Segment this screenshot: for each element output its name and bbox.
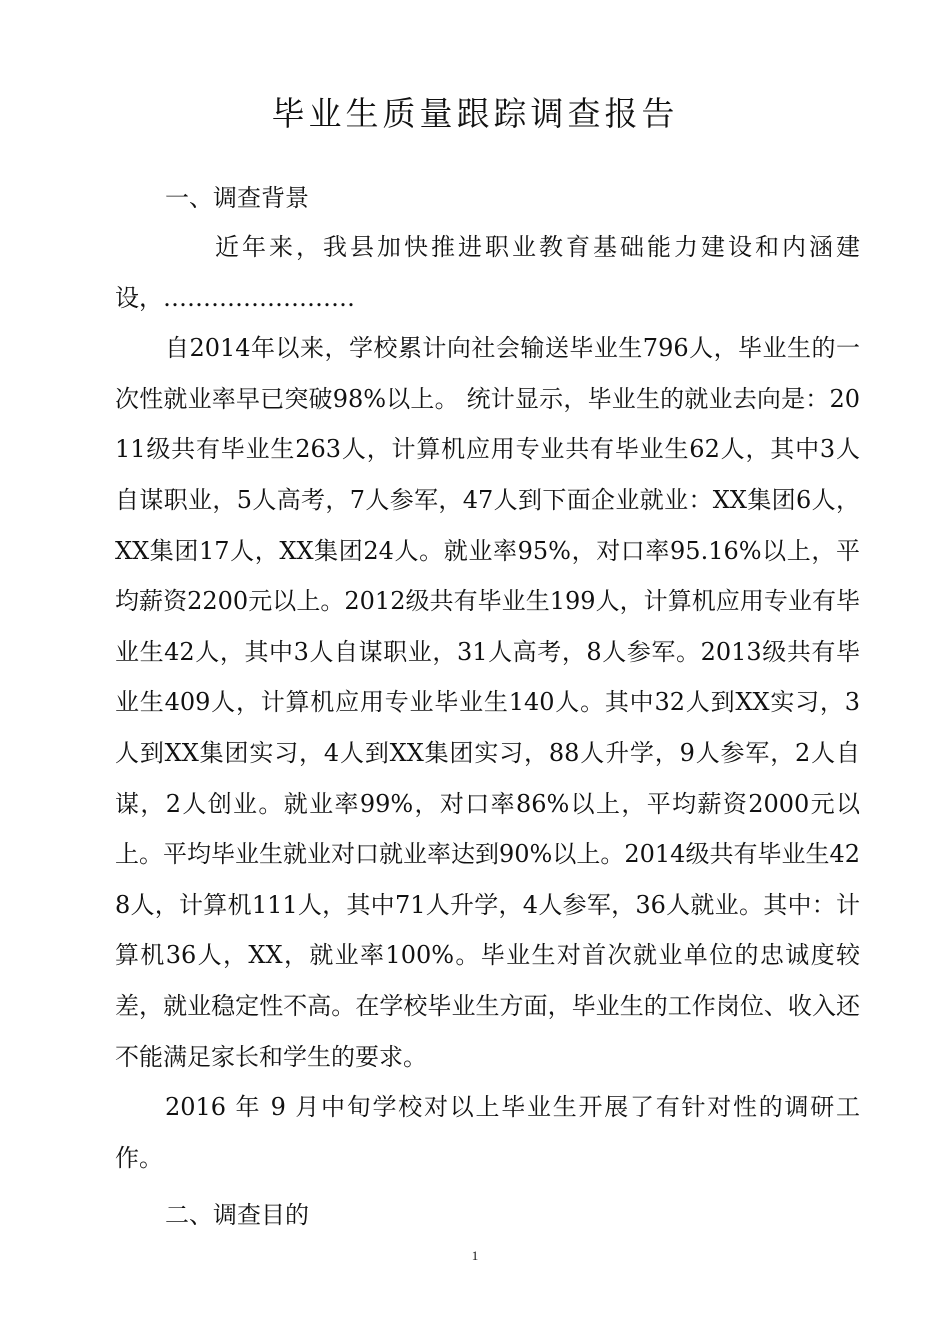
paragraph-statistics: 自2014年以来，学校累计向社会输送毕业生796人，毕业生的一次性就业率早已突破98%以上。 统计显示，毕业生的就业去向是：2011级共有毕业生263人，计算机应用专业共有毕业生62人，其中3人自谋职业，5人高考，7人参军，47人到下面企业就业：XX集团6人，XX集团17人，XX集团24人。就业率95%，对口率95.16%以上，平均薪资2200元以上。2012级共有毕业生199人，计算机应用专业有毕业生42人，其中3人自谋职业，31人高考，8人参军。2013级共有毕业生409人，计算机应用专业毕业生140人。其中32人到XX实习，3人到XX集团实习，4人到XX集团实习，88人升学，9人参军，2人自谋，2人创业。就业率99%，对口率86%以上，平均薪资2000元以上。平均毕业生就业对口就业率达到90%以上。2014级共有毕业生428人，计算机111人，其中71人升学，4人参军，36人就业。其中：计算机36人，XX，就业率100%。毕业生对首次就业单位的忠诚度较差，就业稳定性不高。在学校毕业生方面，毕业生的工作岗位、收入还不能满足家长和学生的要求。 xyxy=(115,334,860,1071)
document-title: 毕业生质量跟踪调查报告 xyxy=(271,94,679,133)
page-number: 1 xyxy=(471,1248,479,1263)
paragraph-survey-date: 2016 年 9 月中旬学校对以上毕业生开展了有针对性的调研工作。 xyxy=(115,1093,860,1172)
document-body xyxy=(115,174,860,1239)
section-heading-purpose: 二、调查目的 xyxy=(165,1201,309,1230)
paragraph-intro: 近年来，我县加快推进职业教育基础能力建设和内涵建设，…………………… xyxy=(115,233,860,312)
section-heading-background: 一、调查背景 xyxy=(165,184,309,212)
